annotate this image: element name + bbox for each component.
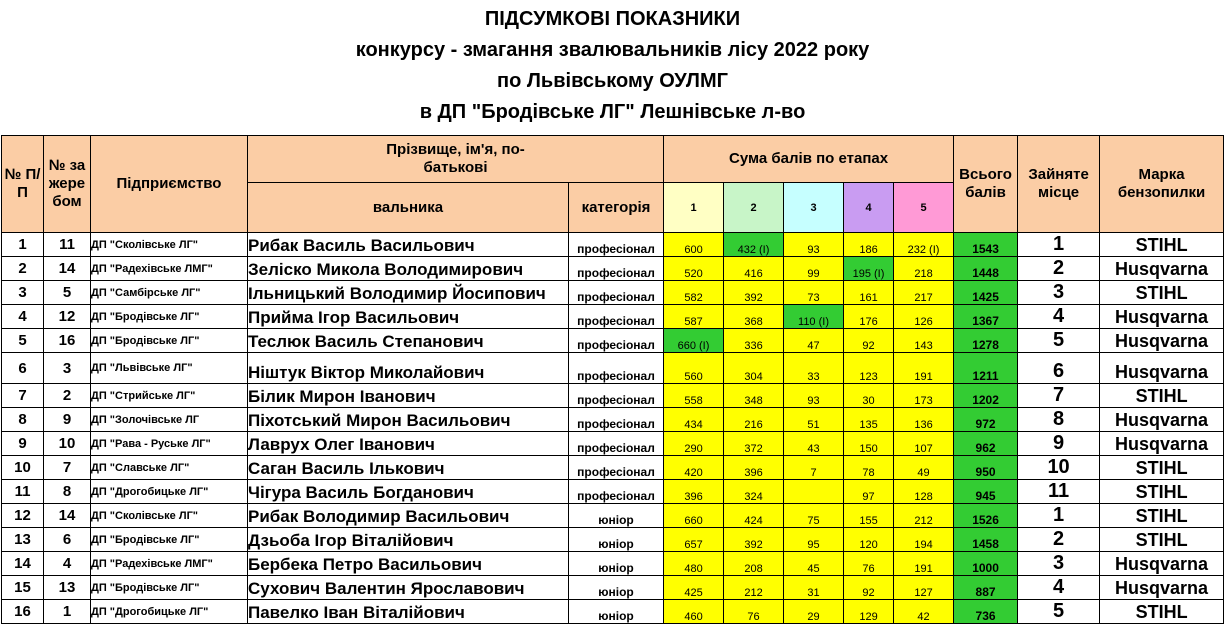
- stage-3-score: 99: [784, 257, 844, 281]
- brand-cell: STIHL: [1100, 233, 1224, 257]
- stage-4-score: 129: [844, 600, 894, 624]
- stage-4-score: 135: [844, 408, 894, 432]
- draw-number: 5: [44, 281, 91, 305]
- enterprise-cell: ДП "Дрогобицьке ЛГ": [91, 480, 248, 504]
- stage-2-score: 336: [724, 329, 784, 353]
- place-cell: 1: [1018, 233, 1100, 257]
- brand-cell: Husqvarna: [1100, 576, 1224, 600]
- table-row: [2, 257, 1224, 281]
- stage-5-score: 191: [894, 353, 954, 384]
- feller-name: Ніштук Віктор Миколайович: [248, 353, 569, 384]
- table-row: [2, 552, 1224, 576]
- total-score: 887: [954, 576, 1018, 600]
- total-score: 1526: [954, 504, 1018, 528]
- enterprise-cell: ДП "Радехівське ЛМГ": [91, 552, 248, 576]
- row-number: 14: [2, 552, 44, 576]
- feller-name: Павелко Іван Віталійович: [248, 600, 569, 624]
- row-number: 10: [2, 456, 44, 480]
- results-table: [1, 135, 1224, 624]
- stage-4-score: 97: [844, 480, 894, 504]
- place-cell: 4: [1018, 305, 1100, 329]
- stage-4-score: 195 (І): [844, 257, 894, 281]
- category-cell: професіонал: [569, 281, 664, 305]
- total-score: 1000: [954, 552, 1018, 576]
- stage-4-score: 120: [844, 528, 894, 552]
- stage-4-score: 150: [844, 432, 894, 456]
- stage-3-score: 31: [784, 576, 844, 600]
- total-score: 1543: [954, 233, 1018, 257]
- brand-cell: Husqvarna: [1100, 408, 1224, 432]
- table-row: [2, 504, 1224, 528]
- enterprise-cell: ДП "Стрийське ЛГ": [91, 384, 248, 408]
- stage-2-score: 416: [724, 257, 784, 281]
- table-row: [2, 329, 1224, 353]
- total-score: 1458: [954, 528, 1018, 552]
- enterprise-cell: ДП "Славське ЛГ": [91, 456, 248, 480]
- enterprise-cell: ДП "Бродівське ЛГ": [91, 576, 248, 600]
- place-cell: 7: [1018, 384, 1100, 408]
- category-cell: юніор: [569, 576, 664, 600]
- stage-1-score: 560: [664, 353, 724, 384]
- stage-4-score: 155: [844, 504, 894, 528]
- stage-5-score: 107: [894, 432, 954, 456]
- stage-5-score: 128: [894, 480, 954, 504]
- stage-5-score: 127: [894, 576, 954, 600]
- stage-5-score: 42: [894, 600, 954, 624]
- draw-number: 2: [44, 384, 91, 408]
- header-stage-2: 2: [724, 183, 784, 233]
- enterprise-cell: ДП "Золочівське ЛГ: [91, 408, 248, 432]
- title-line-4: в ДП "Бродівське ЛГ" Лешнівське л-во: [419, 101, 806, 123]
- draw-number: 14: [44, 504, 91, 528]
- feller-name: Прийма Ігор Васильович: [248, 305, 569, 329]
- category-cell: юніор: [569, 600, 664, 624]
- table-row: [2, 384, 1224, 408]
- stage-5-score: 173: [894, 384, 954, 408]
- place-cell: 3: [1018, 552, 1100, 576]
- feller-name: Дзьоба Ігор Віталійович: [248, 528, 569, 552]
- stage-1-score: 434: [664, 408, 724, 432]
- header-stage-5: 5: [894, 183, 954, 233]
- stage-1-score: 520: [664, 257, 724, 281]
- stage-2-score: 216: [724, 408, 784, 432]
- table-row: [2, 281, 1224, 305]
- header-category: категорія: [569, 183, 664, 233]
- stage-4-score: 92: [844, 576, 894, 600]
- place-cell: 9: [1018, 432, 1100, 456]
- category-cell: професіонал: [569, 305, 664, 329]
- stage-5-score: 212: [894, 504, 954, 528]
- stage-2-score: 432 (І): [724, 233, 784, 257]
- place-cell: 6: [1018, 353, 1100, 384]
- draw-number: 3: [44, 353, 91, 384]
- feller-name: Рибак Василь Васильович: [248, 233, 569, 257]
- total-score: 1278: [954, 329, 1018, 353]
- brand-cell: STIHL: [1100, 600, 1224, 624]
- draw-number: 11: [44, 233, 91, 257]
- row-number: 6: [2, 353, 44, 384]
- header-stages: Сума балів по етапах: [664, 136, 954, 183]
- stage-5-score: 217: [894, 281, 954, 305]
- enterprise-cell: ДП "Дрогобицьке ЛГ": [91, 600, 248, 624]
- total-score: 736: [954, 600, 1018, 624]
- brand-cell: STIHL: [1100, 480, 1224, 504]
- stage-2-score: 324: [724, 480, 784, 504]
- category-cell: професіонал: [569, 432, 664, 456]
- header-stage-1: 1: [664, 183, 724, 233]
- enterprise-cell: ДП "Радехівське ЛМГ": [91, 257, 248, 281]
- category-cell: професіонал: [569, 456, 664, 480]
- place-cell: 5: [1018, 600, 1100, 624]
- stage-3-score: 33: [784, 353, 844, 384]
- stage-1-score: 425: [664, 576, 724, 600]
- stage-1-score: 582: [664, 281, 724, 305]
- row-number: 13: [2, 528, 44, 552]
- header-brand: Марка бензопилки: [1100, 136, 1224, 233]
- stage-3-score: 73: [784, 281, 844, 305]
- place-cell: 2: [1018, 528, 1100, 552]
- category-cell: юніор: [569, 504, 664, 528]
- place-cell: 5: [1018, 329, 1100, 353]
- stage-5-score: 143: [894, 329, 954, 353]
- stage-4-score: 92: [844, 329, 894, 353]
- stage-5-score: 126: [894, 305, 954, 329]
- table-row: [2, 432, 1224, 456]
- stage-3-score: 47: [784, 329, 844, 353]
- header-enterprise: Підприємство: [91, 136, 248, 233]
- stage-4-score: 76: [844, 552, 894, 576]
- stage-3-score: 93: [784, 384, 844, 408]
- total-score: 1367: [954, 305, 1018, 329]
- draw-number: 4: [44, 552, 91, 576]
- stage-1-score: 587: [664, 305, 724, 329]
- stage-2-score: 208: [724, 552, 784, 576]
- stage-2-score: 372: [724, 432, 784, 456]
- stage-5-score: 194: [894, 528, 954, 552]
- row-number: 8: [2, 408, 44, 432]
- stage-1-score: 600: [664, 233, 724, 257]
- draw-number: 9: [44, 408, 91, 432]
- draw-number: 16: [44, 329, 91, 353]
- feller-name: Лаврух Олег Іванович: [248, 432, 569, 456]
- draw-number: 13: [44, 576, 91, 600]
- row-number: 12: [2, 504, 44, 528]
- enterprise-cell: ДП "Рава - Руське ЛГ": [91, 432, 248, 456]
- feller-name: Саган Василь Ількович: [248, 456, 569, 480]
- brand-cell: STIHL: [1100, 456, 1224, 480]
- total-score: 945: [954, 480, 1018, 504]
- row-number: 4: [2, 305, 44, 329]
- stage-2-score: 392: [724, 281, 784, 305]
- title-line-2: конкурсу - змагання звалювальників лісу 2022 року: [355, 39, 870, 61]
- header-stage-4: 4: [844, 183, 894, 233]
- category-cell: юніор: [569, 528, 664, 552]
- brand-cell: STIHL: [1100, 384, 1224, 408]
- enterprise-cell: ДП "Бродівське ЛГ": [91, 528, 248, 552]
- feller-name: Зеліско Микола Володимирович: [248, 257, 569, 281]
- stage-5-score: 232 (І): [894, 233, 954, 257]
- row-number: 3: [2, 281, 44, 305]
- category-cell: професіонал: [569, 257, 664, 281]
- total-score: 1425: [954, 281, 1018, 305]
- place-cell: 2: [1018, 257, 1100, 281]
- row-number: 1: [2, 233, 44, 257]
- header-stage-3: 3: [784, 183, 844, 233]
- category-cell: професіонал: [569, 233, 664, 257]
- row-number: 16: [2, 600, 44, 624]
- enterprise-cell: ДП "Сколівське ЛГ": [91, 233, 248, 257]
- enterprise-cell: ДП "Сколівське ЛГ": [91, 504, 248, 528]
- stage-1-score: 558: [664, 384, 724, 408]
- stage-3-score: 95: [784, 528, 844, 552]
- stage-2-score: 368: [724, 305, 784, 329]
- stage-1-score: 290: [664, 432, 724, 456]
- row-number: 9: [2, 432, 44, 456]
- feller-name: Теслюк Василь Степанович: [248, 329, 569, 353]
- table-row: [2, 233, 1224, 257]
- brand-cell: Husqvarna: [1100, 552, 1224, 576]
- total-score: 1448: [954, 257, 1018, 281]
- enterprise-cell: ДП "Бродівське ЛГ": [91, 329, 248, 353]
- feller-name: Ільницький Володимир Йосипович: [248, 281, 569, 305]
- draw-number: 1: [44, 600, 91, 624]
- row-number: 2: [2, 257, 44, 281]
- place-cell: 4: [1018, 576, 1100, 600]
- draw-number: 7: [44, 456, 91, 480]
- brand-cell: STIHL: [1100, 528, 1224, 552]
- brand-cell: Husqvarna: [1100, 329, 1224, 353]
- place-cell: 10: [1018, 456, 1100, 480]
- place-cell: 1: [1018, 504, 1100, 528]
- feller-name: Рибак Володимир Васильович: [248, 504, 569, 528]
- stage-3-score: 51: [784, 408, 844, 432]
- stage-4-score: 176: [844, 305, 894, 329]
- draw-number: 6: [44, 528, 91, 552]
- header-draw: № за жере бом: [44, 136, 91, 233]
- total-score: 950: [954, 456, 1018, 480]
- enterprise-cell: ДП "Самбірське ЛГ": [91, 281, 248, 305]
- total-score: 962: [954, 432, 1018, 456]
- brand-cell: Husqvarna: [1100, 257, 1224, 281]
- table-row: [2, 600, 1224, 624]
- row-number: 5: [2, 329, 44, 353]
- stage-3-score: 43: [784, 432, 844, 456]
- brand-cell: Husqvarna: [1100, 432, 1224, 456]
- enterprise-cell: ДП "Львівське ЛГ": [91, 353, 248, 384]
- stage-1-score: 420: [664, 456, 724, 480]
- row-number: 11: [2, 480, 44, 504]
- draw-number: 8: [44, 480, 91, 504]
- table-row: [2, 456, 1224, 480]
- table-row: [2, 305, 1224, 329]
- header-person: Прізвище, ім'я, по-батькові: [248, 136, 664, 183]
- table-row: [2, 353, 1224, 384]
- stage-5-score: 136: [894, 408, 954, 432]
- feller-name: Сухович Валентин Ярославович: [248, 576, 569, 600]
- header-place: Зайняте місце: [1018, 136, 1100, 233]
- header-feller: вальника: [248, 183, 569, 233]
- stage-3-score: 45: [784, 552, 844, 576]
- category-cell: професіонал: [569, 353, 664, 384]
- feller-name: Піхотський Мирон Васильович: [248, 408, 569, 432]
- row-number: 7: [2, 384, 44, 408]
- stage-4-score: 123: [844, 353, 894, 384]
- title-line-3: по Львівському ОУЛМГ: [497, 70, 728, 92]
- feller-name: Бербека Петро Васильович: [248, 552, 569, 576]
- header-np: № П/П: [2, 136, 44, 233]
- table-row: [2, 480, 1224, 504]
- place-cell: 8: [1018, 408, 1100, 432]
- brand-cell: STIHL: [1100, 504, 1224, 528]
- table-row: [2, 408, 1224, 432]
- category-cell: професіонал: [569, 408, 664, 432]
- stage-4-score: 161: [844, 281, 894, 305]
- draw-number: 14: [44, 257, 91, 281]
- stage-2-score: 348: [724, 384, 784, 408]
- total-score: 972: [954, 408, 1018, 432]
- stage-2-score: 396: [724, 456, 784, 480]
- feller-name: Чігура Василь Богданович: [248, 480, 569, 504]
- feller-name: Білик Мирон Іванович: [248, 384, 569, 408]
- stage-2-score: 76: [724, 600, 784, 624]
- category-cell: професіонал: [569, 480, 664, 504]
- stage-3-score: 29: [784, 600, 844, 624]
- stage-2-score: 304: [724, 353, 784, 384]
- stage-3-score: 75: [784, 504, 844, 528]
- draw-number: 10: [44, 432, 91, 456]
- stage-5-score: 218: [894, 257, 954, 281]
- category-cell: професіонал: [569, 329, 664, 353]
- enterprise-cell: ДП "Бродівське ЛГ": [91, 305, 248, 329]
- header-total: Всього балів: [954, 136, 1018, 233]
- stage-2-score: 212: [724, 576, 784, 600]
- brand-cell: STIHL: [1100, 281, 1224, 305]
- stage-1-score: 660: [664, 504, 724, 528]
- report-title: [0, 0, 1225, 131]
- stage-4-score: 186: [844, 233, 894, 257]
- stage-5-score: 49: [894, 456, 954, 480]
- stage-1-score: 660 (І): [664, 329, 724, 353]
- stage-2-score: 392: [724, 528, 784, 552]
- place-cell: 3: [1018, 281, 1100, 305]
- stage-3-score: 110 (І): [784, 305, 844, 329]
- stage-5-score: 191: [894, 552, 954, 576]
- title-line-1: ПІДСУМКОВІ ПОКАЗНИКИ: [484, 8, 741, 30]
- brand-cell: Husqvarna: [1100, 353, 1224, 384]
- stage-1-score: 396: [664, 480, 724, 504]
- stage-1-score: 657: [664, 528, 724, 552]
- stage-3-score: [784, 480, 844, 504]
- stage-3-score: 93: [784, 233, 844, 257]
- category-cell: професіонал: [569, 384, 664, 408]
- stage-1-score: 480: [664, 552, 724, 576]
- stage-1-score: 460: [664, 600, 724, 624]
- header-row-1: [2, 136, 1224, 183]
- brand-cell: Husqvarna: [1100, 305, 1224, 329]
- place-cell: 11: [1018, 480, 1100, 504]
- stage-2-score: 424: [724, 504, 784, 528]
- table-row: [2, 576, 1224, 600]
- draw-number: 12: [44, 305, 91, 329]
- stage-3-score: 7: [784, 456, 844, 480]
- stage-4-score: 78: [844, 456, 894, 480]
- total-score: 1211: [954, 353, 1018, 384]
- stage-4-score: 30: [844, 384, 894, 408]
- category-cell: юніор: [569, 552, 664, 576]
- total-score: 1202: [954, 384, 1018, 408]
- table-row: [2, 528, 1224, 552]
- row-number: 15: [2, 576, 44, 600]
